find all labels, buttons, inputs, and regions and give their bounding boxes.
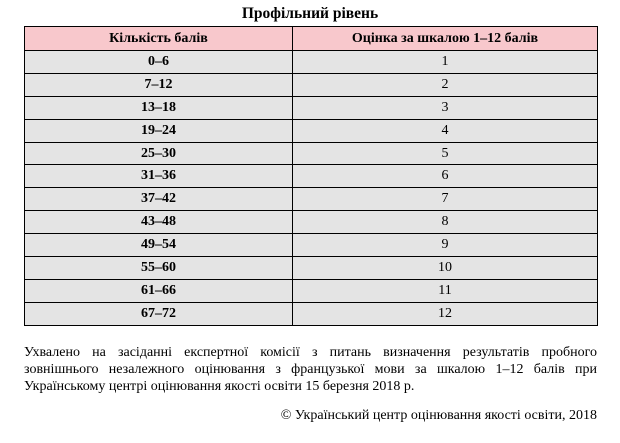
grade-cell: 4	[293, 119, 598, 142]
score-conversion-table	[24, 26, 598, 326]
table-row	[25, 73, 598, 96]
table-row	[25, 119, 598, 142]
points-cell: 49–54	[25, 234, 293, 257]
grade-cell: 6	[293, 165, 598, 188]
points-cell: 0–6	[25, 51, 293, 74]
column-header-grade: Оцінка за шкалою 1–12 балів	[293, 27, 598, 51]
table-row	[25, 165, 598, 188]
points-cell: 19–24	[25, 119, 293, 142]
grade-cell: 9	[293, 234, 598, 257]
grade-cell: 7	[293, 188, 598, 211]
grade-cell: 10	[293, 257, 598, 280]
table-row	[25, 142, 598, 165]
table-row	[25, 279, 598, 302]
points-cell: 55–60	[25, 257, 293, 280]
points-cell: 31–36	[25, 165, 293, 188]
grade-cell: 5	[293, 142, 598, 165]
points-cell: 13–18	[25, 96, 293, 119]
points-cell: 7–12	[25, 73, 293, 96]
grade-cell: 8	[293, 211, 598, 234]
table-row	[25, 96, 598, 119]
table-row	[25, 51, 598, 74]
page-title: Профільний рівень	[241, 5, 379, 22]
grade-cell: 3	[293, 96, 598, 119]
table-row	[25, 234, 598, 257]
copyright-notice: © Український центр оцінювання якості освіти, 2018	[280, 408, 597, 423]
table-row	[25, 188, 598, 211]
table-row	[25, 302, 598, 325]
table-row	[25, 211, 598, 234]
points-cell: 67–72	[25, 302, 293, 325]
table-header-row	[25, 27, 598, 51]
points-cell: 25–30	[25, 142, 293, 165]
grade-cell: 1	[293, 51, 598, 74]
column-header-points: Кількість балів	[25, 27, 293, 51]
points-cell: 37–42	[25, 188, 293, 211]
points-cell: 61–66	[25, 279, 293, 302]
points-cell: 43–48	[25, 211, 293, 234]
grade-cell: 12	[293, 302, 598, 325]
grade-cell: 2	[293, 73, 598, 96]
approval-note: Ухвалено на засіданні експертної комісії з питань визначення результатів пробного зовнішнього незалежного оцінювання з французької мови за шкалою 1–12 балів при Українському центрі оцінювання якості освіти 15 березня 2018 р.	[24, 345, 597, 394]
grade-cell: 11	[293, 279, 598, 302]
table-row	[25, 257, 598, 280]
